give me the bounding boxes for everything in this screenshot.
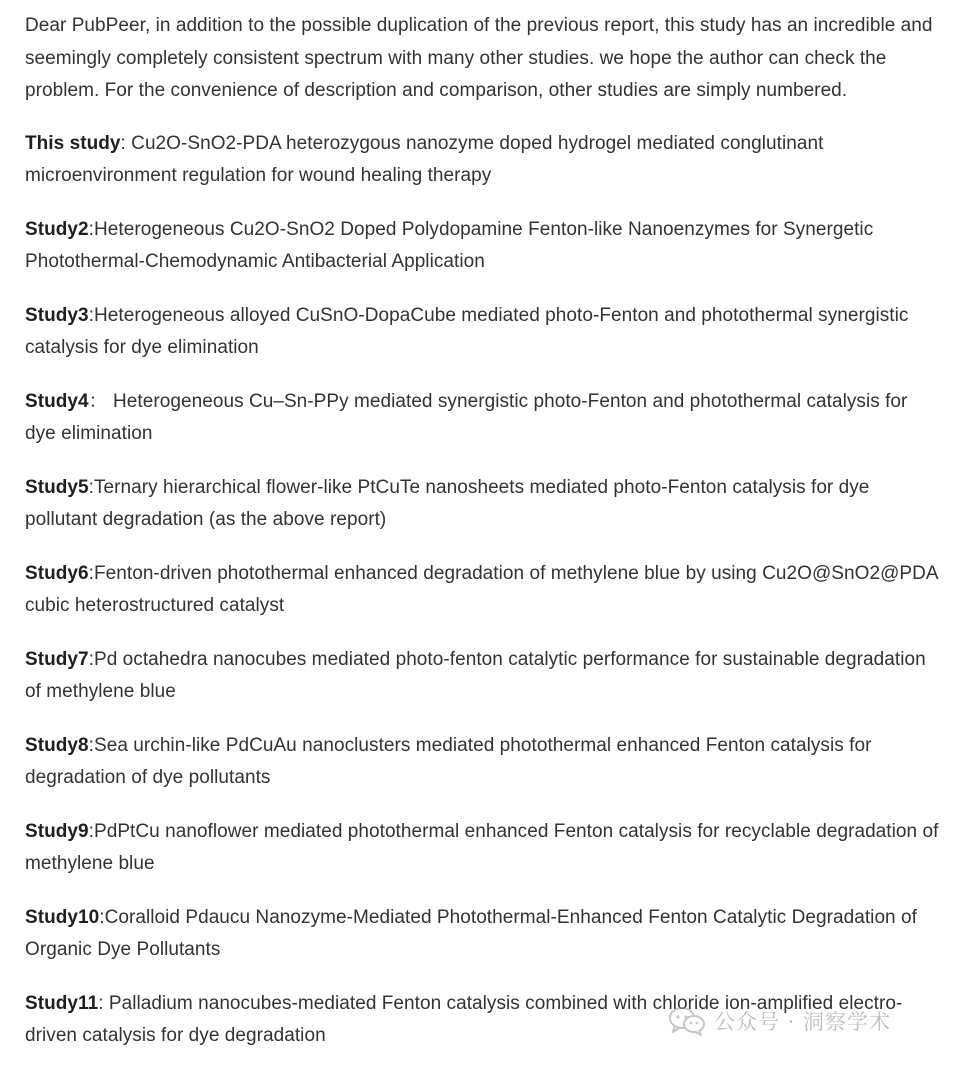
study-entry-this-study <box>25 128 943 193</box>
study-entry-9 <box>25 816 943 881</box>
study-title: :Fenton-driven photothermal enhanced degradation of methylene blue by using Cu2O@SnO2@PDA cubic heterostructured catalyst <box>25 562 938 616</box>
watermark-text: 公众号 · 洞察学术 <box>714 1010 892 1034</box>
study-title: ： Heterogeneous Cu–Sn-PPy mediated synergistic photo-Fenton and photothermal catalysis for dye elimination <box>25 390 908 444</box>
study-entry-2 <box>25 214 943 279</box>
study-title: :Coralloid Pdaucu Nanozyme-Mediated Photothermal-Enhanced Fenton Catalytic Degradation of Organic Dye Pollutants <box>25 906 917 960</box>
study-entry-3 <box>25 300 943 365</box>
study-entry-11 <box>25 988 943 1053</box>
study-label: Study2 <box>25 218 89 240</box>
study-label: Study6 <box>25 562 89 584</box>
study-entry-7 <box>25 644 943 709</box>
intro-paragraph: Dear PubPeer, in addition to the possible duplication of the previous report, this study has an incredible and seemingly completely consistent spectrum with many other studies. we hope the author can check the problem. For the convenience of description and comparison, other studies are simply numbered. <box>25 15 933 101</box>
study-label: Study8 <box>25 734 89 756</box>
study-entry-5 <box>25 472 943 537</box>
study-label: Study3 <box>25 304 89 326</box>
study-title: : Palladium nanocubes-mediated Fenton catalysis combined with chloride ion-amplified electro-driven catalysis for dye degradation <box>25 992 903 1046</box>
study-label: Study10 <box>25 906 100 928</box>
study-label: Study11 <box>25 992 99 1014</box>
study-entry-4 <box>25 386 943 451</box>
study-label: Study9 <box>25 820 89 842</box>
study-title: : Cu2O-SnO2-PDA heterozygous nanozyme doped hydrogel mediated conglutinant microenvironment regulation for wound healing therapy <box>25 132 824 186</box>
article-body <box>25 10 943 1074</box>
study-title: :Heterogeneous alloyed CuSnO-DopaCube mediated photo-Fenton and photothermal synergistic catalysis for dye elimination <box>25 304 909 358</box>
study-title: :Ternary hierarchical flower-like PtCuTe nanosheets mediated photo-Fenton catalysis for dye pollutant degradation (as the above report) <box>25 476 870 530</box>
study-label: Study4 <box>25 390 89 412</box>
study-entry-6 <box>25 558 943 623</box>
study-label: This study <box>25 132 121 154</box>
study-title: :Sea urchin-like PdCuAu nanoclusters mediated photothermal enhanced Fenton catalysis for degradation of dye pollutants <box>25 734 872 788</box>
study-label: Study7 <box>25 648 89 670</box>
study-title: :PdPtCu nanoflower mediated photothermal enhanced Fenton catalysis for recyclable degradation of methylene blue <box>25 820 939 874</box>
study-label: Study5 <box>25 476 89 498</box>
study-entry-10 <box>25 902 943 967</box>
study-title: :Heterogeneous Cu2O-SnO2 Doped Polydopamine Fenton-like Nanoenzymes for Synergetic Photothermal-Chemodynamic Antibacterial Application <box>25 218 874 272</box>
study-title: :Pd octahedra nanocubes mediated photo-fenton catalytic performance for sustainable degradation of methylene blue <box>25 648 926 702</box>
study-entry-8 <box>25 730 943 795</box>
